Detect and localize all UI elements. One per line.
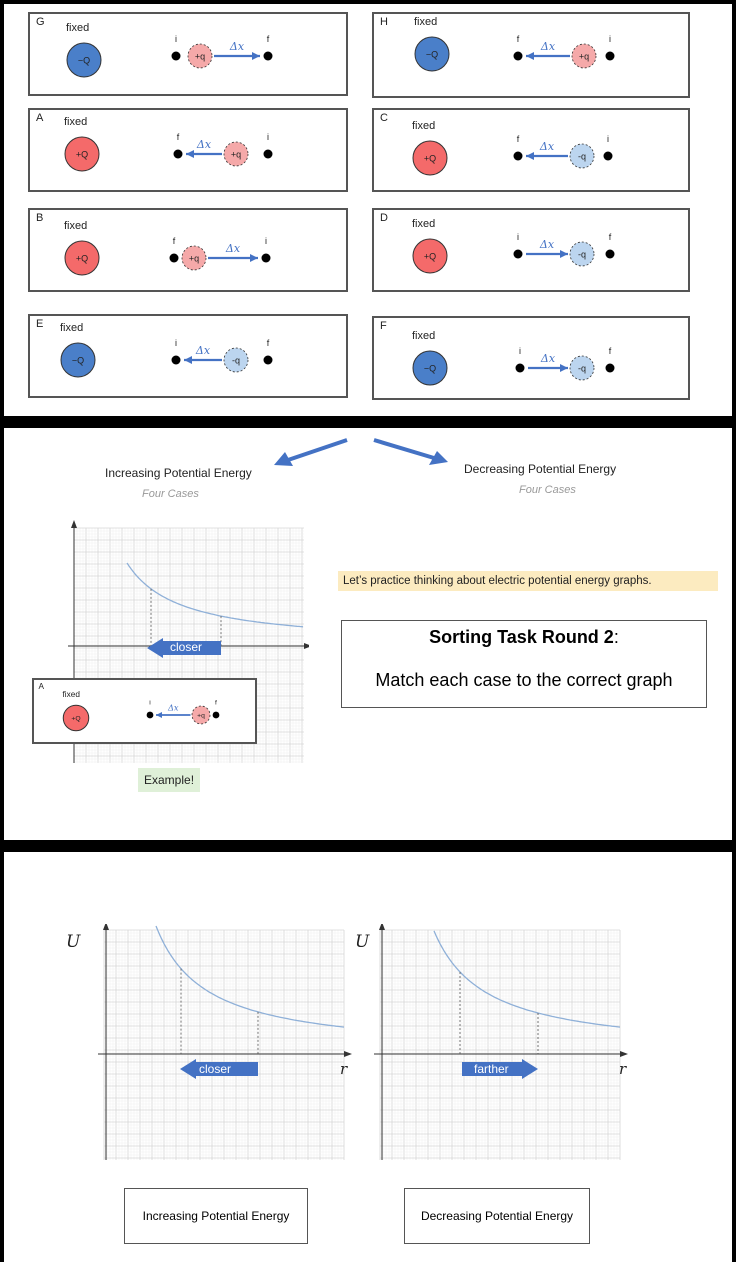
delta-x-label: Δx — [540, 40, 556, 53]
fixed-charge-label: +Q — [423, 251, 437, 262]
potential-energy-curve — [156, 926, 344, 1027]
delta-x-label: Δx — [196, 138, 212, 151]
slide-cases — [4, 4, 732, 416]
fixed-charge-label: +Q — [75, 253, 89, 264]
moving-charge-label: +q — [194, 51, 206, 62]
slide-sorting-intro — [4, 428, 732, 840]
delta-x-label: Δx — [229, 40, 245, 53]
fixed-label: fixed — [414, 16, 438, 28]
left-position-label: i — [175, 338, 177, 348]
right-position-dot — [606, 250, 615, 259]
case-letter: C — [380, 112, 388, 124]
decreasing-answer-label: Decreasing Potential Energy — [420, 1209, 574, 1223]
right-x-axis-label: r — [619, 1060, 627, 1078]
decreasing-graph — [368, 924, 628, 1164]
delta-x-label: Δx — [167, 702, 179, 713]
y-axis-arrowhead — [379, 924, 385, 930]
fixed-charge-label: −Q — [423, 363, 437, 374]
case-letter: A — [38, 681, 45, 691]
right-position-dot — [264, 150, 273, 159]
increasing-answer-box — [124, 1188, 308, 1244]
delta-x-label: Δx — [539, 140, 555, 153]
displacement-arrowhead — [186, 150, 194, 158]
right-position-dot — [264, 52, 273, 61]
slide-graphs — [4, 852, 732, 1262]
case-letter: A — [36, 112, 44, 124]
moving-charge-label: -q — [577, 249, 587, 260]
left-position-dot — [147, 712, 154, 719]
y-axis-arrowhead — [103, 924, 109, 930]
moving-charge-label: +q — [188, 253, 200, 264]
left-x-axis-label: r — [340, 1060, 348, 1078]
fixed-label: fixed — [412, 120, 436, 132]
right-position-dot — [606, 364, 615, 373]
right-position-dot — [604, 152, 613, 161]
case-letter: F — [380, 320, 387, 332]
case-card-c — [372, 108, 690, 192]
displacement-arrowhead — [250, 254, 258, 262]
case-card-b — [28, 208, 348, 292]
decreasing-answer-box — [404, 1188, 590, 1244]
right-position-label: f — [266, 34, 270, 44]
left-position-label: i — [175, 34, 177, 44]
moving-charge-label: -q — [577, 151, 587, 162]
closer-arrow-label: closer — [170, 640, 203, 654]
fixed-label: fixed — [412, 330, 436, 342]
farther-arrow-label: farther — [474, 1062, 509, 1076]
right-position-dot — [264, 356, 273, 365]
case-card-h — [372, 12, 690, 98]
case-letter: G — [36, 16, 45, 28]
case-card-e — [28, 314, 348, 398]
left-position-label: i — [519, 346, 521, 356]
left-position-dot — [514, 152, 523, 161]
delta-x-label: Δx — [225, 242, 241, 255]
delta-x-label: Δx — [539, 238, 555, 251]
increasing-answer-label: Increasing Potential Energy — [142, 1209, 290, 1223]
task-instruction: Match each case to the correct graph — [375, 670, 673, 690]
left-position-dot — [170, 254, 179, 263]
right-position-dot — [606, 52, 615, 61]
fixed-charge-label: +Q — [423, 153, 437, 164]
left-position-label: i — [149, 699, 151, 707]
left-position-dot — [514, 250, 523, 259]
increasing-subheading: Four Cases — [142, 488, 199, 500]
highlight-note: Let’s practice thinking about electric potential energy graphs. — [338, 571, 718, 591]
left-position-dot — [172, 52, 181, 61]
left-position-dot — [172, 356, 181, 365]
moving-charge-label: +q — [197, 712, 205, 720]
displacement-arrowhead — [560, 250, 568, 258]
fixed-label: fixed — [412, 218, 436, 230]
left-position-dot — [516, 364, 525, 373]
delta-x-label: Δx — [195, 344, 211, 357]
decreasing-heading: Decreasing Potential Energy — [464, 462, 617, 476]
fixed-charge-label: −Q — [425, 49, 439, 60]
case-letter: B — [36, 212, 44, 224]
fixed-label: fixed — [62, 689, 80, 699]
case-card-d — [372, 208, 690, 292]
displacement-arrowhead — [156, 712, 162, 718]
fixed-charge-label: −Q — [71, 355, 85, 366]
displacement-arrowhead — [252, 52, 260, 60]
left-position-dot — [514, 52, 523, 61]
case-card-a — [28, 108, 348, 192]
closer-arrow-label: closer — [199, 1062, 232, 1076]
right-position-label: f — [266, 338, 270, 348]
left-y-axis-label: U — [66, 932, 81, 952]
case-letter: E — [36, 318, 44, 330]
right-position-dot — [213, 712, 220, 719]
fixed-label: fixed — [66, 22, 90, 34]
fixed-charge-label: +Q — [71, 715, 81, 723]
displacement-arrowhead — [526, 52, 534, 60]
moving-charge-label: -q — [231, 355, 241, 366]
right-position-label: f — [215, 699, 217, 707]
fixed-charge-label: −Q — [77, 55, 91, 66]
left-position-label: f — [516, 134, 520, 144]
right-position-label: f — [608, 232, 612, 242]
x-axis-arrowhead — [620, 1051, 628, 1057]
y-axis-arrowhead — [71, 520, 77, 528]
decreasing-subheading: Four Cases — [519, 484, 576, 496]
delta-x-label: Δx — [540, 352, 556, 365]
moving-charge-label: -q — [577, 363, 587, 374]
right-position-dot — [262, 254, 271, 263]
fixed-label: fixed — [64, 116, 88, 128]
displacement-arrowhead — [560, 364, 568, 372]
right-position-label: f — [608, 346, 612, 356]
example-case-card — [32, 678, 257, 744]
case-letter: H — [380, 16, 388, 28]
task-title-colon: : — [613, 627, 619, 647]
increasing-heading: Increasing Potential Energy — [105, 466, 252, 480]
right-position-label: i — [265, 236, 267, 246]
x-axis-arrowhead — [344, 1051, 352, 1057]
fixed-label: fixed — [64, 220, 88, 232]
example-badge: Example! — [138, 768, 200, 792]
case-card-f — [372, 316, 690, 400]
left-position-dot — [174, 150, 183, 159]
moving-charge-label: +q — [230, 149, 242, 160]
task-title: Sorting Task Round 2 — [429, 627, 614, 647]
right-position-label: i — [267, 132, 269, 142]
displacement-arrowhead — [184, 356, 192, 364]
left-position-label: f — [176, 132, 180, 142]
right-position-label: i — [609, 34, 611, 44]
moving-charge-label: +q — [578, 51, 590, 62]
case-letter: D — [380, 212, 388, 224]
right-y-axis-label: U — [355, 932, 370, 952]
fixed-charge-label: +Q — [75, 149, 89, 160]
case-card-g — [28, 12, 348, 96]
x-axis-arrowhead — [304, 643, 309, 649]
right-position-label: i — [607, 134, 609, 144]
task-box — [341, 620, 707, 708]
increasing-graph — [92, 924, 352, 1164]
left-position-label: f — [172, 236, 176, 246]
displacement-arrowhead — [526, 152, 534, 160]
left-position-label: i — [517, 232, 519, 242]
fixed-label: fixed — [60, 322, 84, 334]
left-position-label: f — [516, 34, 520, 44]
